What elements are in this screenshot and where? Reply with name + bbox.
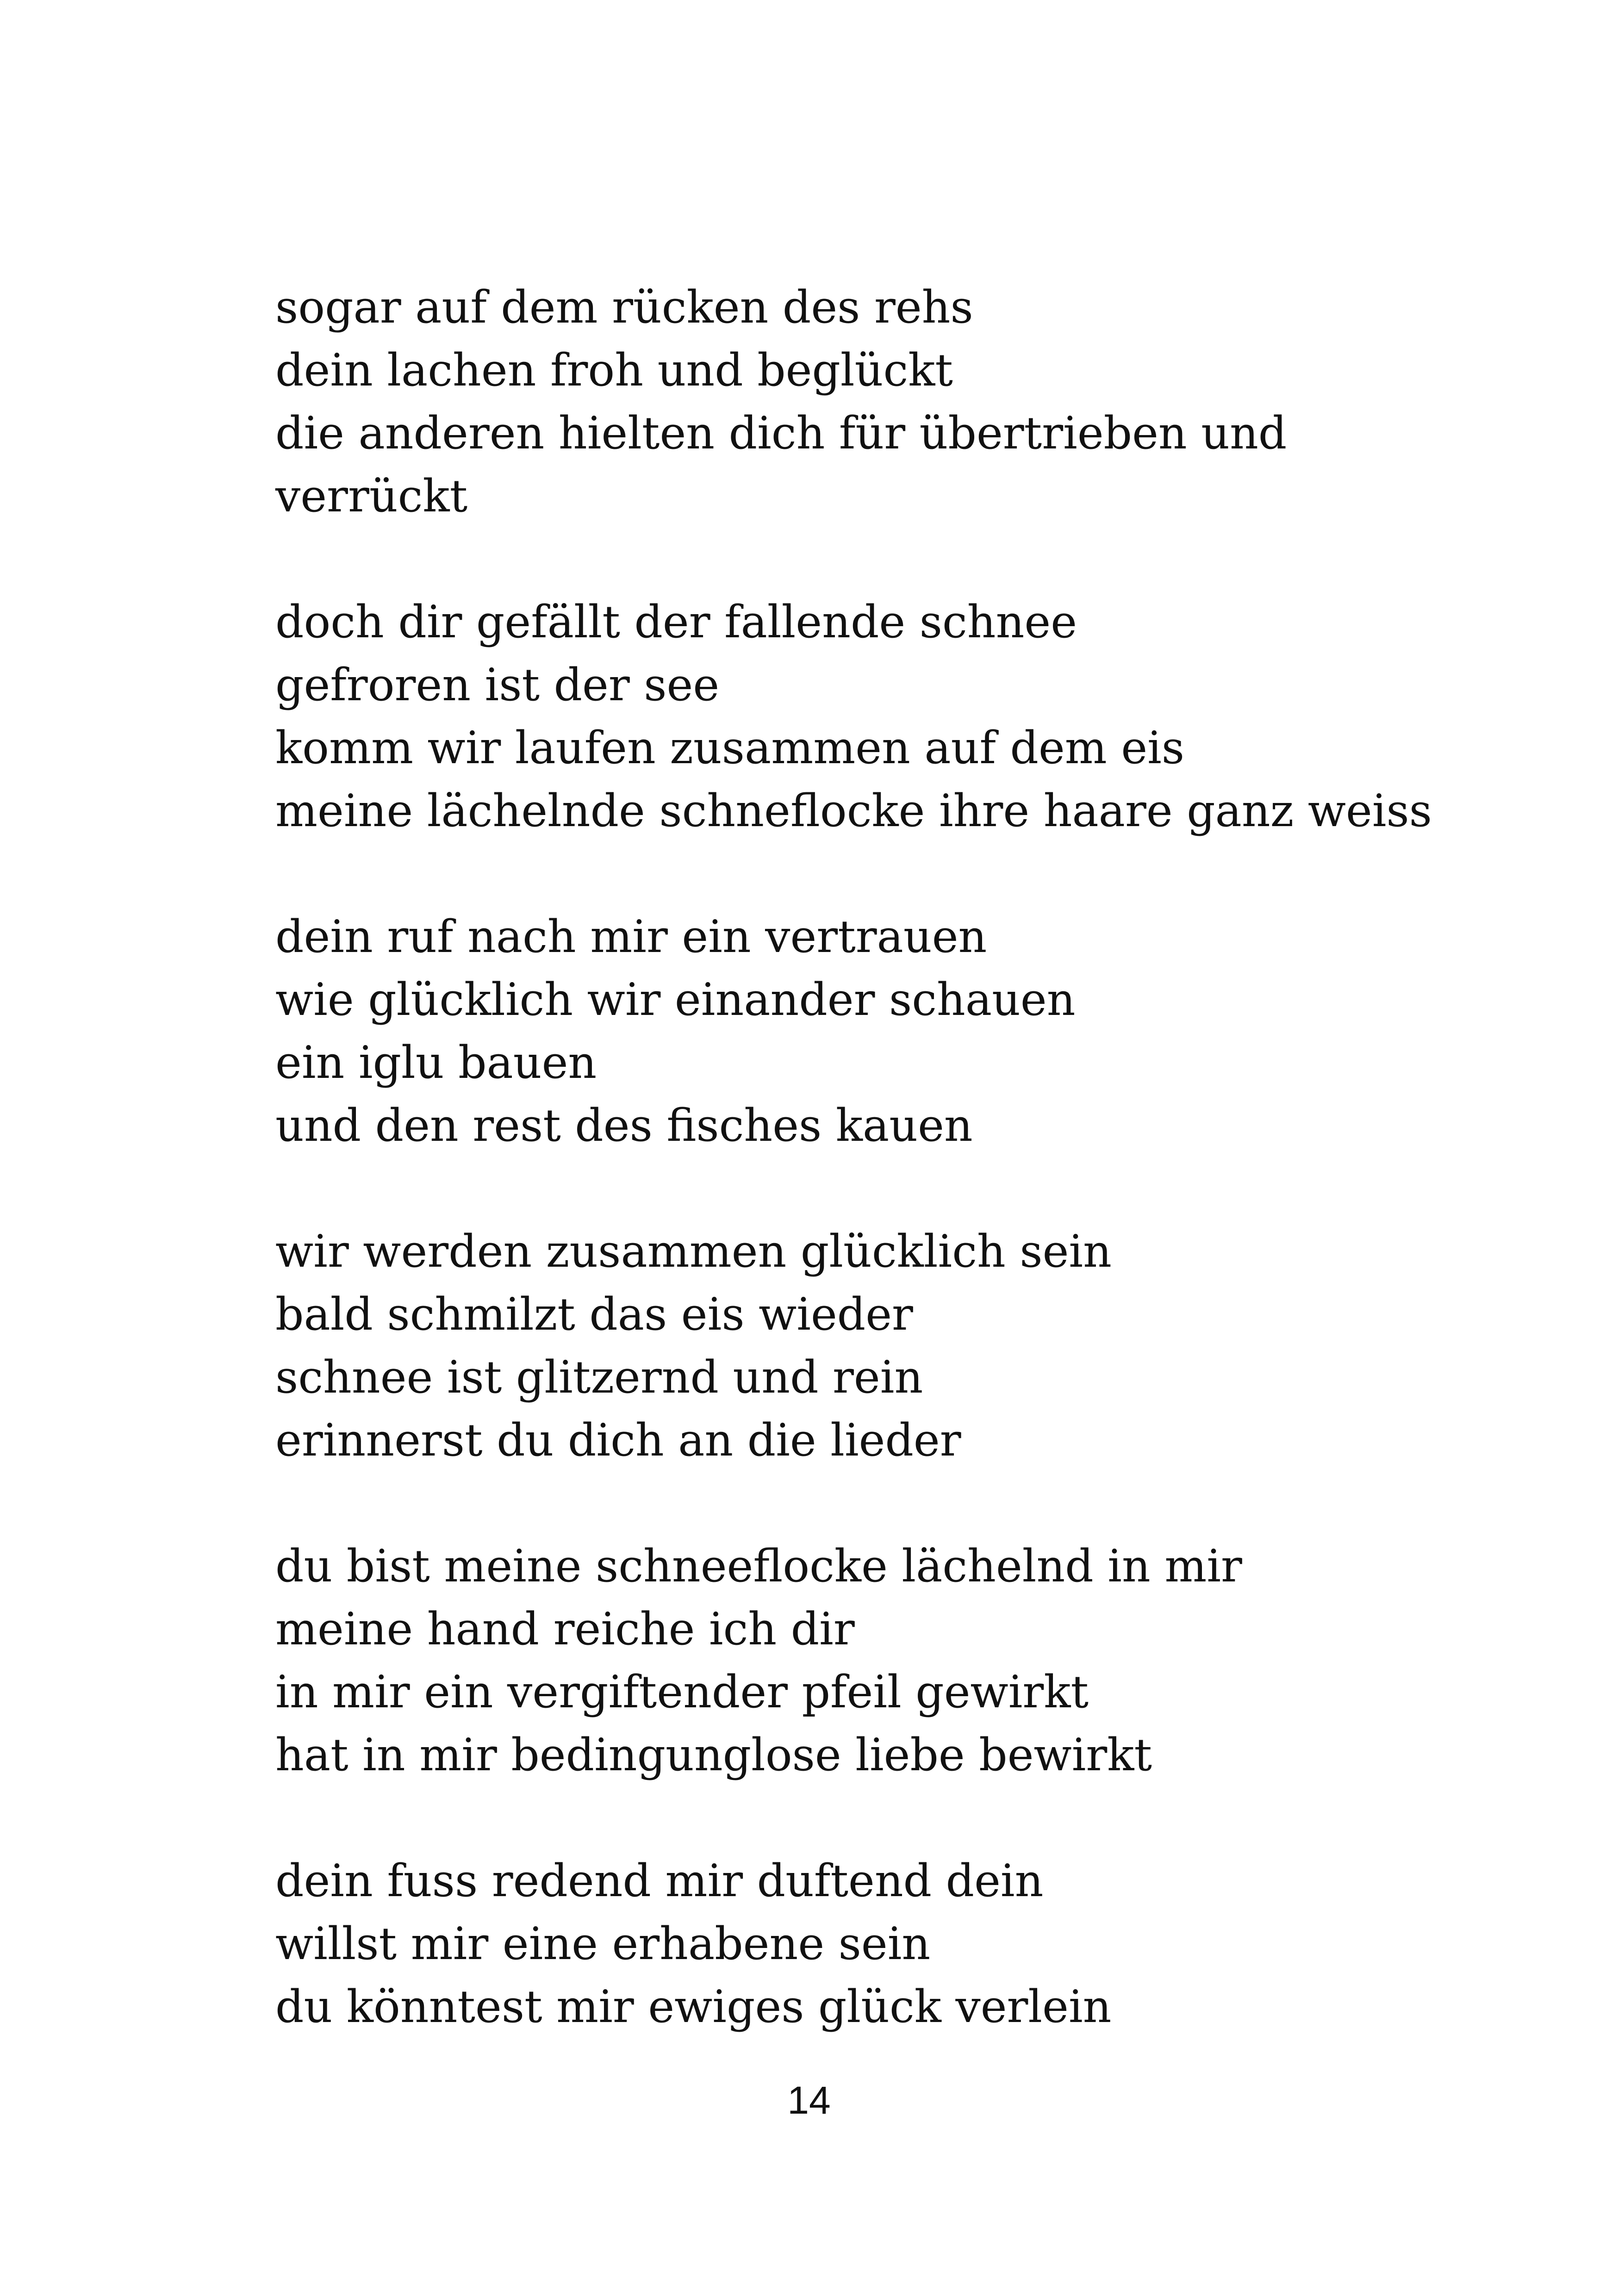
stanza-5 xyxy=(275,1535,1479,1786)
poem-line: schnee ist glitzernd und rein xyxy=(275,1351,923,1403)
poem-body xyxy=(275,276,1479,2038)
poem-line: wie glücklich wir einander schauen xyxy=(275,974,1076,1026)
poem-line: die anderen hielten dich für übertrieben und xyxy=(275,407,1287,459)
stanza-4 xyxy=(275,1220,1479,1472)
stanza-1 xyxy=(275,276,1479,528)
poem-line: hat in mir bedingunglose liebe bewirkt xyxy=(275,1729,1152,1781)
poem-line: erinnerst du dich an die lieder xyxy=(275,1414,961,1466)
poem-line: bald schmilzt das eis wieder xyxy=(275,1288,913,1340)
stanza-2 xyxy=(275,591,1479,842)
poem-line: und den rest des fisches kauen xyxy=(275,1100,973,1151)
poem-line: dein fuss redend mir duftend dein xyxy=(275,1855,1044,1907)
poem-line: in mir ein vergiftender pfeil gewirkt xyxy=(275,1666,1089,1718)
poem-line: verrückt xyxy=(275,470,468,522)
poem-line: du bist meine schneeflocke lächelnd in mir xyxy=(275,1540,1242,1592)
stanza-6 xyxy=(275,1849,1479,2038)
page-number: 14 xyxy=(787,2078,831,2122)
poem-line: du könntest mir ewiges glück verlein xyxy=(275,1981,1112,2033)
poem-line: komm wir laufen zusammen auf dem eis xyxy=(275,722,1185,774)
poem-line: meine lächelnde schneflocke ihre haare ganz weiss xyxy=(275,785,1432,837)
poem-line: doch dir gefällt der fallende schnee xyxy=(275,596,1077,648)
poem-line: ein iglu bauen xyxy=(275,1037,597,1089)
poem-line: meine hand reiche ich dir xyxy=(275,1603,855,1655)
stanza-3 xyxy=(275,905,1479,1157)
poem-line: dein lachen froh und beglückt xyxy=(275,344,953,396)
poem-line: gefroren ist der see xyxy=(275,659,720,711)
poem-line: willst mir eine erhabene sein xyxy=(275,1918,931,1970)
poem-line: wir werden zusammen glücklich sein xyxy=(275,1226,1112,1277)
poem-line: sogar auf dem rücken des rehs xyxy=(275,281,973,333)
poem-line: dein ruf nach mir ein vertrauen xyxy=(275,911,987,963)
